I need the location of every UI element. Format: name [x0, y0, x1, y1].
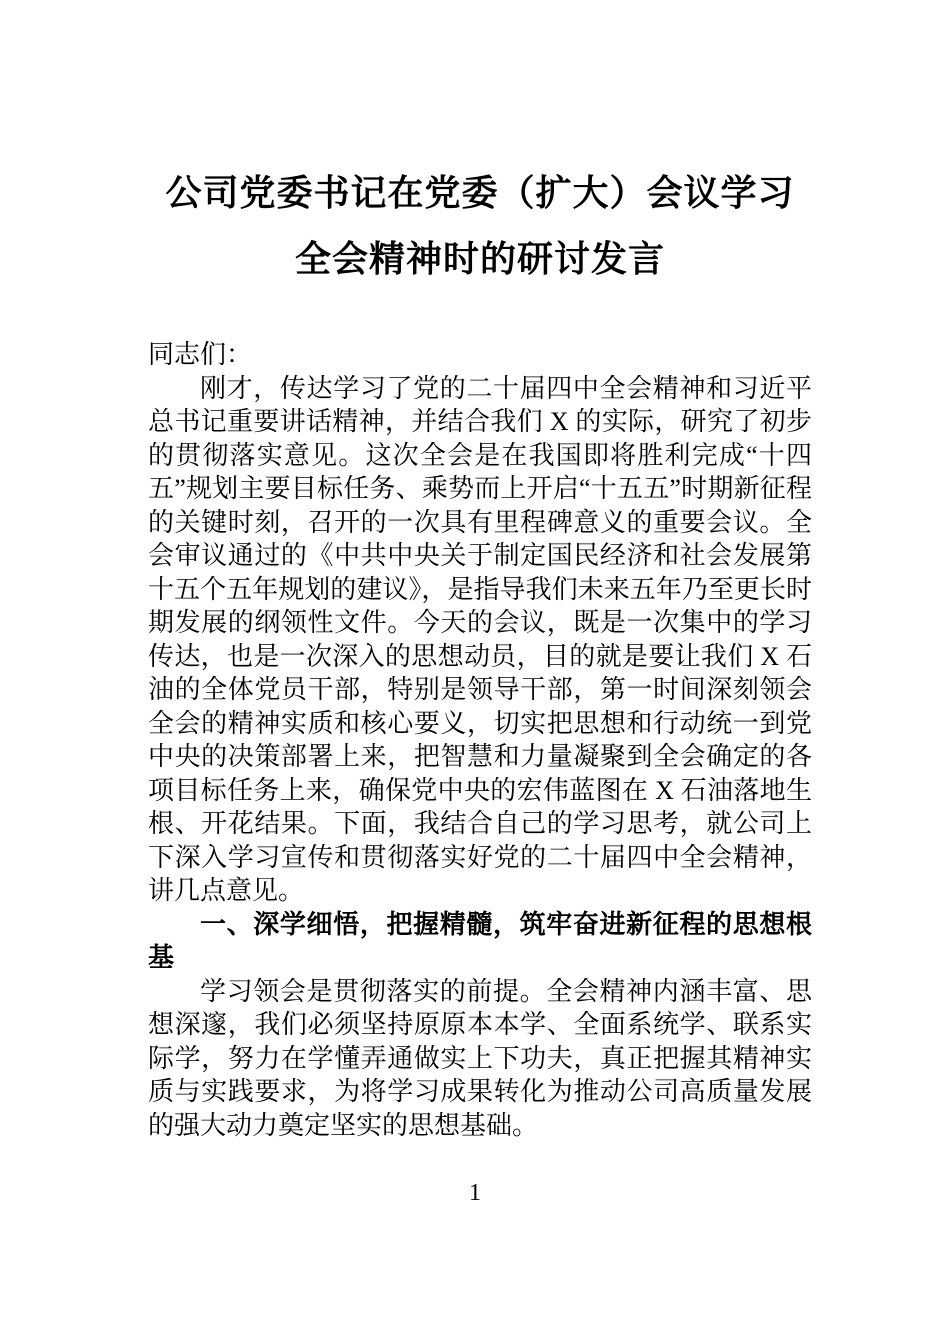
paragraph-section-1-body: 学习领会是贯彻落实的前提。全会精神内涵丰富、思想深邃，我们必须坚持原原本本学、全面系统学、联系实际学，努力在学懂弄通做实上下功夫，真正把握其精神实质与实践要求，为将学习成果转化为推动公司高质量发展的强大动力奠定坚实的思想基础。 — [148, 976, 812, 1140]
document-title: 公司党委书记在党委（扩大）会议学习全会精神时的研讨发言 — [165, 173, 795, 279]
page-number: 1 — [469, 1180, 481, 1206]
document-content — [148, 160, 812, 1142]
paragraph-intro: 刚才，传达学习了党的二十届四中全会精神和习近平总书记重要讲话精神，并结合我们 X 的实际，研究了初步的贯彻落实意见。这次全会是在我国即将胜利完成“十四五”规划主要目标任务、乘势而上开启“十五五”时期新征程的关键时刻，召开的一次具有里程碑意义的重要会议。全会审议通过的《中共中央关于制定国民经济和社会发展第十五个五年规划的建议》，是指导我们未来五年乃至更长时期发展的纲领性文件。今天的会议，既是一次集中的学习传达，也是一次深入的思想动员，目的就是要让我们 X 石油的全体党员干部，特别是领导干部，第一时间深刻领会全会的精神实质和核心要义，切实把思想和行动统一到党中央的决策部署上来，把智慧和力量凝聚到全会确定的各项目标任务上来，确保党中央的宏伟蓝图在 X 石油落地生根、开花结果。下面，我结合自己的学习思考，就公司上下深入学习宣传和贯彻落实好党的二十届四中全会精神，讲几点意见。 — [148, 373, 812, 905]
section-heading-1: 一、深学细悟，把握精髓，筑牢奋进新征程的思想根基 — [148, 908, 812, 972]
salutation: 同志们： — [148, 340, 253, 369]
